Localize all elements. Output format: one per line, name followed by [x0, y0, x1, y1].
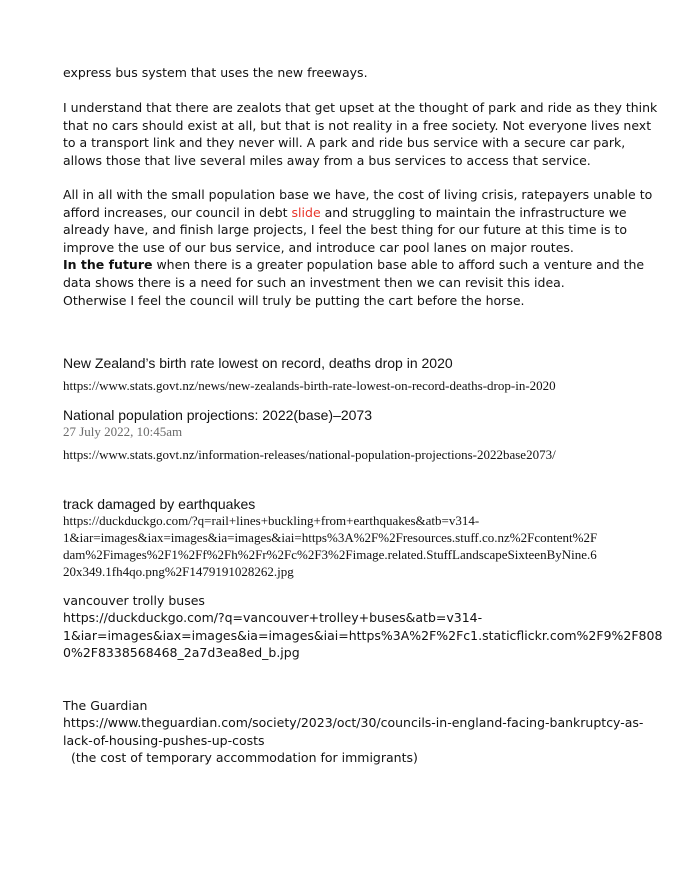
paragraph-2 [63, 99, 658, 169]
reference-2-url[interactable] [63, 446, 623, 463]
text-line [63, 204, 627, 222]
reference-4-url[interactable] [63, 609, 663, 662]
url-line[interactable]: https://www.theguardian.com/society/2023/oct/30/councils-in-england-facing-bankruptcy-as- [63, 715, 644, 730]
slide-link[interactable]: slide [291, 204, 321, 220]
url-line[interactable]: 1&iar=images&iax=images&ia=images&iai=https%3A%2F%2Fresources.stuff.co.nz%2Fcontent%2F [63, 530, 598, 545]
text-segment: when there is a greater population base able to afford such a venture and the [152, 257, 645, 273]
paragraph-1 [63, 64, 623, 82]
reference-4-title: vancouver trolly buses [63, 593, 205, 608]
text-segment: afford increases, our council in debt [63, 204, 292, 220]
text-line: already have, and finish large projects, I feel the best thing for our future at this time is to [63, 222, 628, 238]
text-line: express bus system that uses the new freeways. [63, 65, 368, 80]
url-line[interactable]: https://www.stats.govt.nz/information-releases/national-population-projections-2022base2073/ [63, 447, 556, 462]
text-line: data shows there is a need for such an investment then we can revisit this idea. [63, 274, 565, 290]
text-line: All in all with the small population base we have, the cost of living crisis, ratepayers unable to [63, 187, 653, 202]
reference-5-note: (the cost of temporary accommodation for immigrants) [63, 750, 418, 765]
text-segment: and struggling to maintain the infrastructure we [320, 204, 627, 220]
url-line[interactable]: https://duckduckgo.com/?q=rail+lines+buckling+from+earthquakes&atb=v314- [63, 513, 480, 528]
reference-3-title: track damaged by earthquakes [63, 496, 256, 512]
text-line: improve the use of our bus service, and introduce car pool lanes on major routes. [63, 239, 574, 255]
url-line[interactable]: lack-of-housing-pushes-up-costs [63, 732, 265, 748]
reference-2-date: 27 July 2022, 10:45am [63, 424, 183, 439]
url-line[interactable]: dam%2Fimages%2F1%2Ff%2Fh%2Fr%2Fc%2F3%2Fimage.related.StuffLandscapeSixteenByNine.6 [63, 547, 597, 562]
reference-2-title: National population projections: 2022(base)–2073 [63, 407, 372, 423]
reference-3-url[interactable] [63, 512, 623, 580]
url-line[interactable]: 0%2F8338568468_2a7d3ea8ed_b.jpg [63, 645, 300, 661]
text-line: I understand that there are zealots that get upset at the thought of park and ride as they think [63, 100, 658, 115]
url-line[interactable]: 20x349.1fh4qo.png%2F1479191028262.jpg [63, 564, 294, 579]
reference-1-title: New Zealand’s birth rate lowest on record, deaths drop in 2020 [63, 355, 453, 371]
text-line: allows those that live several miles away from a bus services to access that service. [63, 152, 591, 168]
url-line[interactable]: https://www.stats.govt.nz/news/new-zealands-birth-rate-lowest-on-record-deaths-drop-in-2020 [63, 378, 556, 393]
bold-heading: In the future [63, 257, 153, 273]
reference-5-title: The Guardian [63, 698, 148, 713]
text-line: to a transport link and they never will. A park and ride bus service with a secure car park, [63, 135, 626, 151]
url-line[interactable]: https://duckduckgo.com/?q=vancouver+trolley+buses&atb=v314- [63, 610, 483, 625]
text-line [63, 256, 645, 274]
reference-5-url[interactable] [63, 714, 644, 749]
reference-1-url[interactable] [63, 377, 623, 394]
url-line[interactable]: 1&iar=images&iax=images&ia=images&iai=https%3A%2F%2Fc1.staticflickr.com%2F9%2F808 [63, 627, 663, 643]
paragraph-3 [63, 186, 653, 309]
text-line: that no cars should exist at all, but that is not reality in a free society. Not everyone lives next [63, 117, 652, 133]
text-line: Otherwise I feel the council will truly be putting the cart before the horse. [63, 292, 525, 308]
